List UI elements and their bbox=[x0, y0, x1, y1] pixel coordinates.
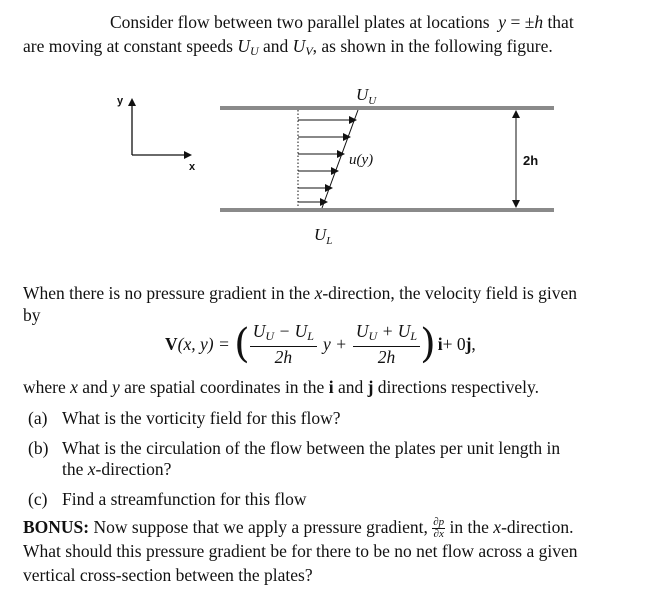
bottom-plate bbox=[220, 208, 554, 212]
bottom-velocity-label: $U_L$ bbox=[314, 225, 333, 247]
bonus-line-1: BONUS: Now suppose that we apply a pressure gradient, $\frac{\partial p}{\partial x}$ in the x-direction. bbox=[23, 516, 574, 541]
question-a: (a) What is the vorticity field for this flow? bbox=[28, 408, 341, 428]
question-b: (b) What is the circulation of the flow between the plates per unit length in bbox=[28, 438, 561, 458]
intro-line-2: are moving at constant speeds $U_U$ and $U_V$, as shown in the following figure. bbox=[23, 36, 553, 58]
top-plate bbox=[220, 106, 554, 110]
left-paren: ( bbox=[234, 321, 250, 367]
axis-y-label: y bbox=[117, 95, 124, 107]
intro-line-1: Consider flow between two parallel plates at locations y = ±h that bbox=[110, 12, 574, 32]
bonus-line-2: What should this pressure gradient be for there to be no net flow across a given bbox=[23, 541, 578, 561]
pressure-line-2: by bbox=[23, 305, 41, 325]
top-velocity-label: $U_U$ bbox=[356, 85, 377, 107]
bonus-line-3: vertical cross-section between the plates? bbox=[23, 565, 313, 585]
fraction-1: $\frac{U_U - U_L}{2h}$ bbox=[250, 321, 317, 367]
where-line: where x and y are spatial coordinates in the i and j directions respectively. bbox=[23, 377, 539, 397]
fraction-2: $\frac{U_U + U_L}{2h}$ bbox=[353, 321, 420, 367]
pressure-line-1: When there is no pressure gradient in the x-direction, the velocity field is given bbox=[23, 283, 578, 303]
question-b-cont: the x-direction? bbox=[62, 459, 172, 479]
right-paren: ) bbox=[420, 321, 436, 367]
velocity-equation: V (x, y) = ( $\frac{U_U - U_L}{2h}$ y + $\frac{U_U + U_L}{2h}$ ) i + 0 j , bbox=[165, 321, 476, 367]
dp-dx-fraction: $\frac{\partial p}{\partial x}$ bbox=[433, 516, 445, 541]
profile-label: u(y) bbox=[349, 152, 374, 168]
couette-flow-figure bbox=[0, 80, 664, 280]
question-c: (c) Find a streamfunction for this flow bbox=[28, 489, 307, 509]
axis-x-label: x bbox=[189, 161, 196, 173]
gap-label: 2h bbox=[523, 153, 539, 168]
